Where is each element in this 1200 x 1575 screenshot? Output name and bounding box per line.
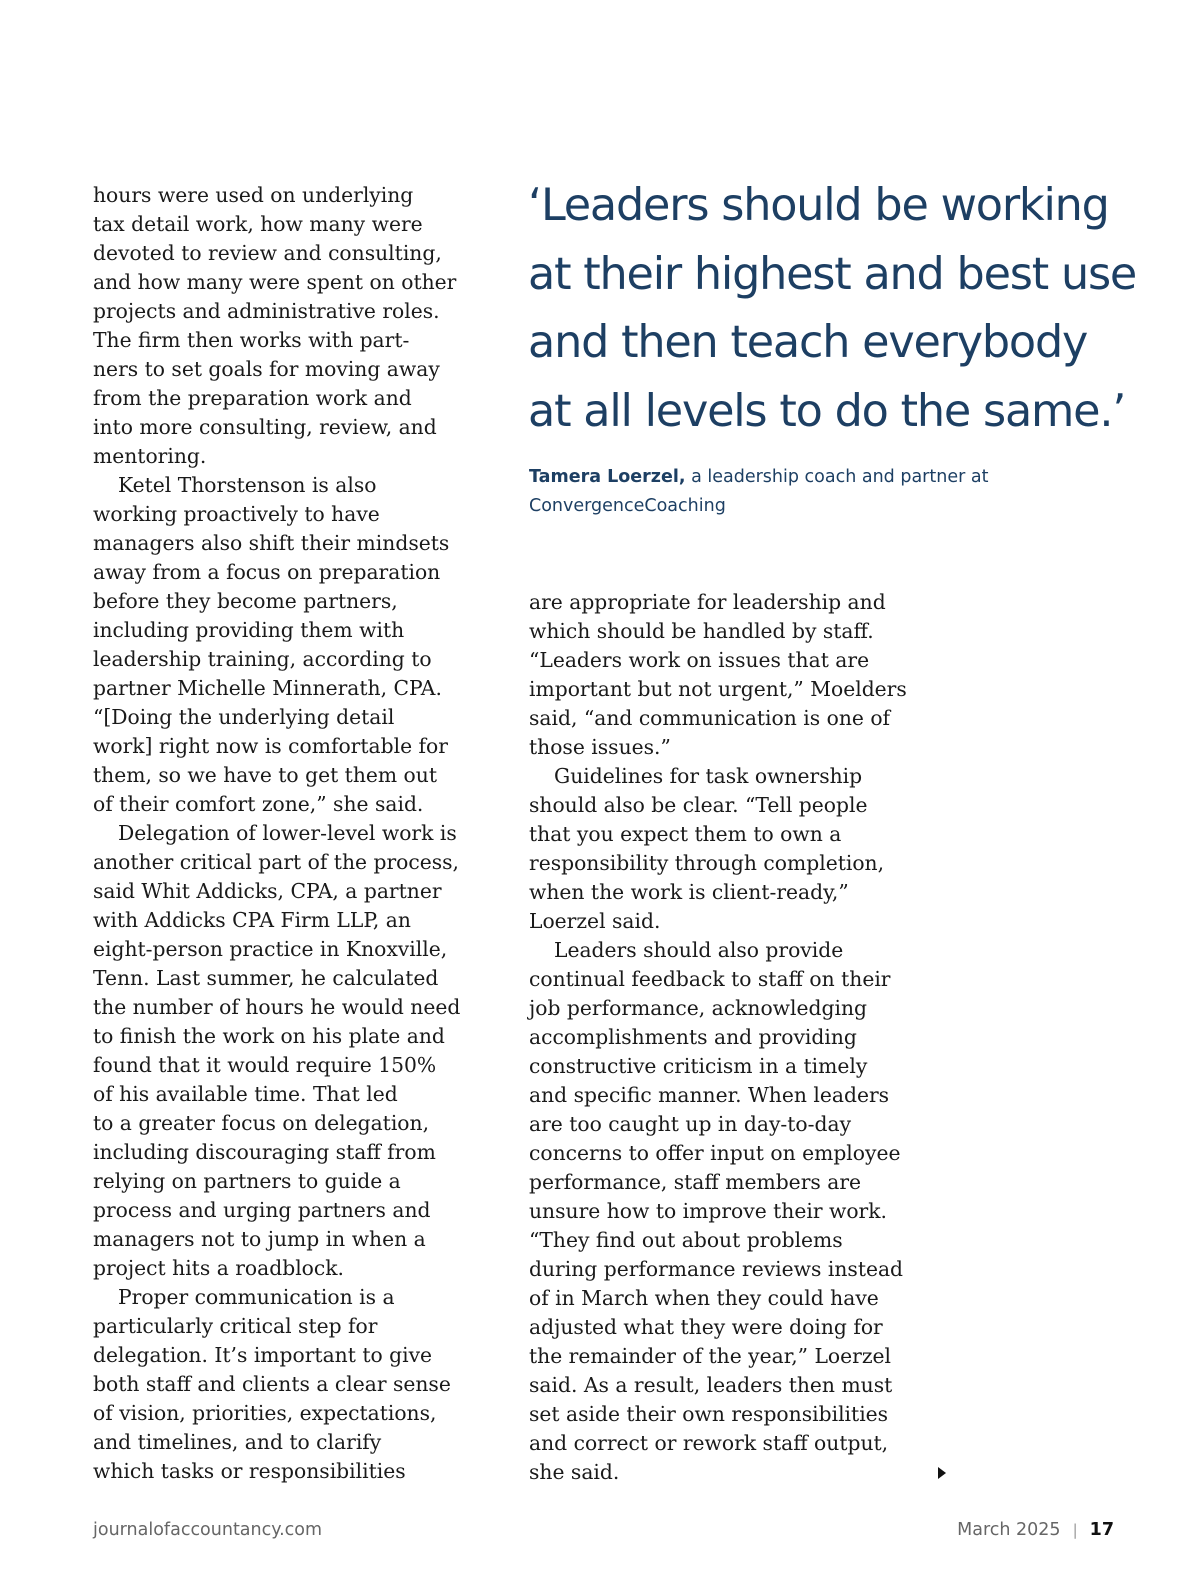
footer-date: March 2025 xyxy=(957,1520,1061,1540)
body-line: them, so we have to get them out xyxy=(93,763,437,787)
body-line: set aside their own responsibilities xyxy=(529,1402,889,1426)
right-article-column xyxy=(529,588,934,1487)
body-line: that you expect them to own a xyxy=(529,822,842,846)
body-line: devoted to review and consulting, xyxy=(93,241,442,265)
body-line: job performance, acknowledging xyxy=(529,996,868,1020)
body-line: The firm then works with part- xyxy=(93,328,410,352)
attribution-line xyxy=(529,463,1029,492)
body-line: important but not urgent,” Moelders xyxy=(529,677,907,701)
body-line: from the preparation work and xyxy=(93,386,412,410)
body-line: particularly critical step for xyxy=(93,1314,378,1338)
body-line: before they become partners, xyxy=(93,589,398,613)
body-line: working proactively to have xyxy=(93,502,380,526)
paragraph-start-line: Proper communication is a xyxy=(118,1285,395,1309)
footer-separator: | xyxy=(1072,1521,1078,1539)
body-line: responsibility through completion, xyxy=(529,851,885,875)
body-line: are appropriate for leadership and xyxy=(529,590,886,614)
body-line: delegation. It’s important to give xyxy=(93,1343,433,1367)
body-line: tax detail work, how many were xyxy=(93,212,423,236)
body-line: concerns to offer input on employee xyxy=(529,1141,901,1165)
body-line: hours were used on underlying xyxy=(93,183,414,207)
body-line: performance, staff members are xyxy=(529,1170,862,1194)
body-line: mentoring. xyxy=(93,444,207,468)
body-line: including discouraging staff from xyxy=(93,1140,436,1164)
body-line: constructive criticism in a timely xyxy=(529,1054,868,1078)
paragraph-start-line: Delegation of lower-level work is xyxy=(118,821,457,845)
attribution-title: a leadership coach and partner at xyxy=(685,467,989,487)
body-line: of his available time. That led xyxy=(93,1082,398,1106)
body-line: projects and administrative roles. xyxy=(93,299,440,323)
body-line: leadership training, according to xyxy=(93,647,432,671)
body-line: “[Doing the underlying detail xyxy=(93,705,395,729)
body-line: accomplishments and providing xyxy=(529,1025,857,1049)
paragraph-start-line: Ketel Thorstenson is also xyxy=(118,473,377,497)
body-line: said Whit Addicks, CPA, a partner xyxy=(93,879,442,903)
body-line: those issues.” xyxy=(529,735,671,759)
body-line: and specific manner. When leaders xyxy=(529,1083,890,1107)
pull-quote xyxy=(528,172,1137,446)
body-line: another critical part of the process, xyxy=(93,850,459,874)
body-line: Tenn. Last summer, he calculated xyxy=(93,966,439,990)
body-line: managers also shift their mindsets xyxy=(93,531,450,555)
body-line: of vision, priorities, expectations, xyxy=(93,1401,437,1425)
body-line: “Leaders work on issues that are xyxy=(529,648,870,672)
body-line: to finish the work on his plate and xyxy=(93,1024,445,1048)
body-line: “They find out about problems xyxy=(529,1228,843,1252)
body-line: found that it would require 150% xyxy=(93,1053,437,1077)
body-line: said, “and communication is one of xyxy=(529,706,891,730)
body-line: work] right now is comfortable for xyxy=(93,734,448,758)
body-line: Loerzel said. xyxy=(529,909,661,933)
body-line: managers not to jump in when a xyxy=(93,1227,426,1251)
paragraph-start-line: Guidelines for task ownership xyxy=(554,764,863,788)
body-line: project hits a roadblock. xyxy=(93,1256,344,1280)
body-line: both staff and clients a clear sense xyxy=(93,1372,451,1396)
body-line: when the work is client-ready,” xyxy=(529,880,849,904)
body-line: ners to set goals for moving away xyxy=(93,357,440,381)
body-line: continual feedback to staff on their xyxy=(529,967,891,991)
body-line: which should be handled by staff. xyxy=(529,619,874,643)
left-article-column xyxy=(93,181,488,1486)
body-line: said. As a result, leaders then must xyxy=(529,1373,893,1397)
body-line: including providing them with xyxy=(93,618,405,642)
body-line: away from a focus on preparation xyxy=(93,560,441,584)
body-line: unsure how to improve their work. xyxy=(529,1199,887,1223)
footer-site: journalofaccountancy.com xyxy=(93,1520,323,1540)
body-line: and timelines, and to clarify xyxy=(93,1430,382,1454)
body-line: the remainder of the year,” Loerzel xyxy=(529,1344,892,1368)
page-number: 17 xyxy=(1089,1520,1114,1540)
body-line: she said. xyxy=(529,1460,620,1484)
body-line: into more consulting, review, and xyxy=(93,415,437,439)
pull-quote-line: ‘Leaders should be working xyxy=(528,180,1109,231)
pull-quote-line: at all levels to do the same.’ xyxy=(528,385,1126,437)
body-line: of their comfort zone,” she said. xyxy=(93,792,424,816)
pull-quote-line: and then teach everybody xyxy=(528,317,1088,368)
body-line: during performance reviews instead xyxy=(529,1257,904,1281)
body-line: relying on partners to guide a xyxy=(93,1169,401,1193)
footer-right xyxy=(957,1517,1114,1543)
pull-quote-line: at their highest and best use xyxy=(528,248,1137,300)
body-line: adjusted what they were doing for xyxy=(529,1315,883,1339)
continue-arrow-icon xyxy=(938,1467,946,1479)
attribution-name: Tamera Loerzel, xyxy=(529,467,686,487)
body-line: to a greater focus on delegation, xyxy=(93,1111,430,1135)
quote-attribution xyxy=(529,463,1029,521)
body-line: with Addicks CPA Firm LLP, an xyxy=(93,908,411,932)
body-line: which tasks or responsibilities xyxy=(93,1459,406,1483)
body-line: of in March when they could have xyxy=(529,1286,879,1310)
body-line: eight-person practice in Knoxville, xyxy=(93,937,448,961)
body-line: are too caught up in day-to-day xyxy=(529,1112,852,1136)
paragraph-start-line: Leaders should also provide xyxy=(554,938,844,962)
body-line: and correct or rework staff output, xyxy=(529,1431,889,1455)
body-line: process and urging partners and xyxy=(93,1198,431,1222)
body-line: the number of hours he would need xyxy=(93,995,461,1019)
body-line: partner Michelle Minnerath, CPA. xyxy=(93,676,442,700)
body-line: and how many were spent on other xyxy=(93,270,457,294)
attribution-company: ConvergenceCoaching xyxy=(529,496,726,516)
body-line: should also be clear. “Tell people xyxy=(529,793,868,817)
